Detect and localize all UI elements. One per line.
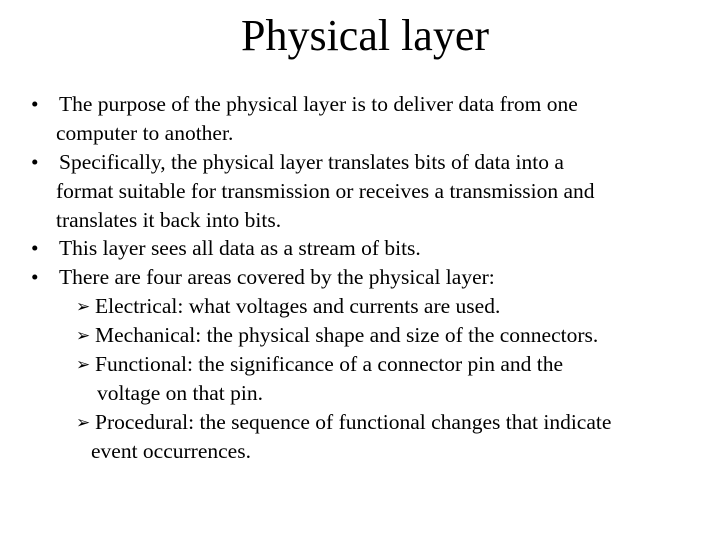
arrow-bullet-icon: ➢ bbox=[76, 297, 91, 317]
sub-bullet-text: Procedural: the sequence of functional changes that indicate bbox=[95, 410, 612, 434]
bullet-marker: • bbox=[31, 265, 39, 289]
arrow-bullet-icon: ➢ bbox=[76, 413, 91, 433]
sub-bullet-text: Electrical: what voltages and currents are used. bbox=[95, 294, 501, 318]
sub-bullet-line bbox=[76, 293, 500, 320]
bullet-text-line: The purpose of the physical layer is to deliver data from one bbox=[59, 92, 578, 116]
bullet-marker: • bbox=[31, 236, 39, 260]
bullet-text-line: Specifically, the physical layer translates bits of data into a bbox=[59, 150, 564, 174]
sub-bullet-text-line: event occurrences. bbox=[91, 439, 251, 463]
sub-bullet-line bbox=[76, 351, 563, 378]
slide-title: Physical layer bbox=[240, 11, 490, 60]
bullet-text-line: This layer sees all data as a stream of bits. bbox=[59, 236, 421, 260]
bullet-marker: • bbox=[31, 92, 39, 116]
arrow-bullet-icon: ➢ bbox=[76, 355, 91, 375]
bullet-marker: • bbox=[31, 150, 39, 174]
arrow-bullet-icon: ➢ bbox=[76, 326, 91, 346]
sub-bullet-line bbox=[76, 322, 598, 349]
sub-bullet-text: Mechanical: the physical shape and size of the connectors. bbox=[95, 323, 599, 347]
bullet-text-line: format suitable for transmission or receives a transmission and bbox=[56, 179, 595, 203]
bullet-text-line: translates it back into bits. bbox=[56, 208, 282, 232]
bullet-text-line: There are four areas covered by the physical layer: bbox=[59, 265, 495, 289]
sub-bullet-text-line: voltage on that pin. bbox=[97, 381, 263, 405]
bullet-text-line: computer to another. bbox=[56, 121, 234, 145]
sub-bullet-text: Functional: the significance of a connector pin and the bbox=[95, 352, 564, 376]
sub-bullet-line bbox=[76, 409, 611, 436]
